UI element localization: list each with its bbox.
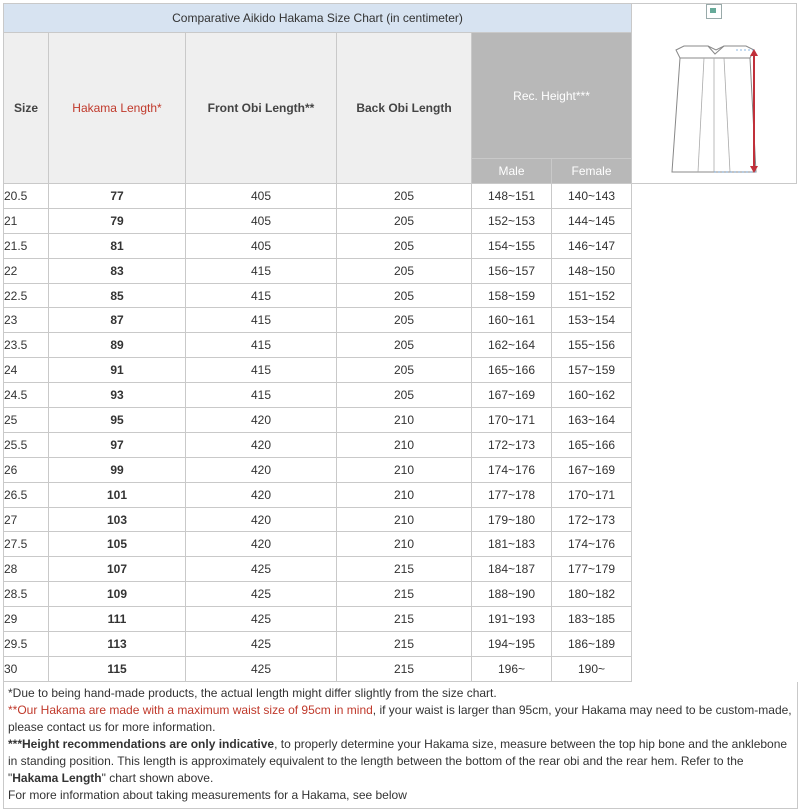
cell-male-height: 152~153 <box>472 208 552 233</box>
cell-female-height: 148~150 <box>552 258 632 283</box>
table-row <box>4 432 797 457</box>
hakama-image-cell <box>632 4 797 184</box>
cell-front-obi: 415 <box>186 283 337 308</box>
table-row <box>4 308 797 333</box>
cell-size: 26 <box>4 457 49 482</box>
cell-hakama-length: 101 <box>49 482 186 507</box>
cell-male-height: 177~178 <box>472 482 552 507</box>
cell-female-height: 172~173 <box>552 507 632 532</box>
cell-back-obi: 210 <box>337 432 472 457</box>
table-row <box>4 532 797 557</box>
cell-male-height: 158~159 <box>472 283 552 308</box>
header-rec-height: Rec. Height*** <box>472 33 632 159</box>
cell-hakama-length: 99 <box>49 457 186 482</box>
cell-front-obi: 415 <box>186 358 337 383</box>
cell-front-obi: 425 <box>186 582 337 607</box>
cell-male-height: 174~176 <box>472 457 552 482</box>
cell-front-obi: 425 <box>186 632 337 657</box>
cell-hakama-length: 103 <box>49 507 186 532</box>
cell-back-obi: 205 <box>337 283 472 308</box>
cell-hakama-length: 91 <box>49 358 186 383</box>
header-female: Female <box>552 159 632 184</box>
cell-back-obi: 215 <box>337 557 472 582</box>
cell-front-obi: 420 <box>186 432 337 457</box>
size-chart-table <box>3 3 797 682</box>
cell-hakama-length: 109 <box>49 582 186 607</box>
cell-front-obi: 405 <box>186 184 337 209</box>
cell-size: 29 <box>4 607 49 632</box>
table-row <box>4 507 797 532</box>
cell-male-height: 179~180 <box>472 507 552 532</box>
cell-male-height: 172~173 <box>472 432 552 457</box>
cell-male-height: 154~155 <box>472 233 552 258</box>
cell-male-height: 181~183 <box>472 532 552 557</box>
cell-hakama-length: 83 <box>49 258 186 283</box>
cell-female-height: 170~171 <box>552 482 632 507</box>
hakama-diagram-icon <box>664 40 764 180</box>
cell-hakama-length: 77 <box>49 184 186 209</box>
cell-female-height: 155~156 <box>552 333 632 358</box>
cell-front-obi: 425 <box>186 656 337 681</box>
table-row <box>4 632 797 657</box>
cell-size: 20.5 <box>4 184 49 209</box>
cell-hakama-length: 87 <box>49 308 186 333</box>
cell-female-height: 165~166 <box>552 432 632 457</box>
cell-back-obi: 215 <box>337 607 472 632</box>
cell-size: 27.5 <box>4 532 49 557</box>
header-size: Size <box>4 33 49 184</box>
cell-size: 25.5 <box>4 432 49 457</box>
cell-female-height: 163~164 <box>552 408 632 433</box>
cell-size: 22.5 <box>4 283 49 308</box>
note-waist-red: **Our Hakama are made with a maximum waist size of 95cm in mind <box>8 702 373 717</box>
header-hakama-length: Hakama Length* <box>49 33 186 184</box>
cell-hakama-length: 111 <box>49 607 186 632</box>
cell-front-obi: 420 <box>186 532 337 557</box>
cell-size: 23.5 <box>4 333 49 358</box>
cell-back-obi: 205 <box>337 208 472 233</box>
cell-back-obi: 210 <box>337 507 472 532</box>
cell-male-height: 148~151 <box>472 184 552 209</box>
table-row <box>4 184 797 209</box>
cell-female-height: 160~162 <box>552 383 632 408</box>
cell-female-height: 146~147 <box>552 233 632 258</box>
cell-front-obi: 420 <box>186 482 337 507</box>
table-row <box>4 582 797 607</box>
cell-back-obi: 210 <box>337 408 472 433</box>
cell-female-height: 180~182 <box>552 582 632 607</box>
cell-hakama-length: 115 <box>49 656 186 681</box>
cell-male-height: 160~161 <box>472 308 552 333</box>
table-row <box>4 358 797 383</box>
cell-hakama-length: 105 <box>49 532 186 557</box>
table-row <box>4 656 797 681</box>
cell-size: 23 <box>4 308 49 333</box>
cell-male-height: 184~187 <box>472 557 552 582</box>
cell-back-obi: 205 <box>337 258 472 283</box>
table-row <box>4 233 797 258</box>
cell-front-obi: 405 <box>186 233 337 258</box>
note-handmade: *Due to being hand-made products, the actual length might differ slightly from the size chart. <box>8 685 497 700</box>
cell-male-height: 165~166 <box>472 358 552 383</box>
cell-female-height: 153~154 <box>552 308 632 333</box>
note-waist <box>8 702 793 736</box>
cell-back-obi: 205 <box>337 383 472 408</box>
cell-back-obi: 205 <box>337 358 472 383</box>
cell-hakama-length: 79 <box>49 208 186 233</box>
cell-hakama-length: 89 <box>49 333 186 358</box>
note-height-bold2: Hakama Length <box>12 770 102 785</box>
broken-image-icon <box>706 4 722 19</box>
cell-front-obi: 415 <box>186 308 337 333</box>
table-row <box>4 208 797 233</box>
header-male: Male <box>472 159 552 184</box>
note-height <box>8 736 793 787</box>
header-back-obi: Back Obi Length <box>337 33 472 184</box>
cell-hakama-length: 95 <box>49 408 186 433</box>
cell-front-obi: 415 <box>186 258 337 283</box>
table-row <box>4 383 797 408</box>
cell-male-height: 196~ <box>472 656 552 681</box>
cell-female-height: 186~189 <box>552 632 632 657</box>
table-row <box>4 557 797 582</box>
note-height-rest: , to properly determine your Hakama size, measure between the top hip bone and the anklebone in standing position. This length is approximately equivalent to the length between the bottom of the rear obi and the rear hem. Refer to the " <box>8 736 788 785</box>
cell-size: 30 <box>4 656 49 681</box>
cell-hakama-length: 93 <box>49 383 186 408</box>
cell-back-obi: 210 <box>337 457 472 482</box>
cell-hakama-length: 81 <box>49 233 186 258</box>
notes-section <box>3 682 798 809</box>
table-row <box>4 482 797 507</box>
cell-male-height: 191~193 <box>472 607 552 632</box>
cell-female-height: 190~ <box>552 656 632 681</box>
cell-size: 24 <box>4 358 49 383</box>
cell-male-height: 170~171 <box>472 408 552 433</box>
size-chart-container <box>3 3 796 809</box>
cell-female-height: 157~159 <box>552 358 632 383</box>
cell-female-height: 183~185 <box>552 607 632 632</box>
table-row <box>4 283 797 308</box>
cell-male-height: 188~190 <box>472 582 552 607</box>
cell-back-obi: 205 <box>337 184 472 209</box>
cell-back-obi: 215 <box>337 582 472 607</box>
note-waist-rest: , if your waist is larger than 95cm, your Hakama may need to be custom-made, please contact us for more information. <box>8 702 792 734</box>
cell-hakama-length: 97 <box>49 432 186 457</box>
cell-back-obi: 205 <box>337 308 472 333</box>
cell-front-obi: 405 <box>186 208 337 233</box>
cell-front-obi: 420 <box>186 408 337 433</box>
cell-front-obi: 425 <box>186 607 337 632</box>
cell-size: 27 <box>4 507 49 532</box>
cell-female-height: 140~143 <box>552 184 632 209</box>
cell-size: 28 <box>4 557 49 582</box>
cell-female-height: 151~152 <box>552 283 632 308</box>
cell-size: 28.5 <box>4 582 49 607</box>
cell-back-obi: 205 <box>337 333 472 358</box>
cell-back-obi: 210 <box>337 482 472 507</box>
note-height-bold: ***Height recommendations are only indicative <box>8 736 275 751</box>
cell-size: 24.5 <box>4 383 49 408</box>
cell-front-obi: 420 <box>186 457 337 482</box>
cell-front-obi: 415 <box>186 333 337 358</box>
cell-size: 21 <box>4 208 49 233</box>
cell-female-height: 177~179 <box>552 557 632 582</box>
cell-size: 26.5 <box>4 482 49 507</box>
note-height-end: " chart shown above. <box>101 770 214 785</box>
cell-size: 21.5 <box>4 233 49 258</box>
table-row <box>4 457 797 482</box>
cell-size: 25 <box>4 408 49 433</box>
cell-back-obi: 215 <box>337 632 472 657</box>
cell-front-obi: 415 <box>186 383 337 408</box>
chart-title: Comparative Aikido Hakama Size Chart (in centimeter) <box>4 4 632 33</box>
note-more-info: For more information about taking measurements for a Hakama, see below <box>8 787 407 802</box>
cell-male-height: 162~164 <box>472 333 552 358</box>
cell-back-obi: 215 <box>337 656 472 681</box>
cell-front-obi: 420 <box>186 507 337 532</box>
cell-female-height: 174~176 <box>552 532 632 557</box>
cell-male-height: 156~157 <box>472 258 552 283</box>
cell-hakama-length: 85 <box>49 283 186 308</box>
table-row <box>4 607 797 632</box>
header-front-obi: Front Obi Length** <box>186 33 337 184</box>
cell-back-obi: 205 <box>337 233 472 258</box>
cell-male-height: 167~169 <box>472 383 552 408</box>
cell-male-height: 194~195 <box>472 632 552 657</box>
table-row <box>4 258 797 283</box>
cell-female-height: 167~169 <box>552 457 632 482</box>
table-row <box>4 408 797 433</box>
cell-back-obi: 210 <box>337 532 472 557</box>
cell-size: 22 <box>4 258 49 283</box>
cell-hakama-length: 113 <box>49 632 186 657</box>
cell-female-height: 144~145 <box>552 208 632 233</box>
cell-hakama-length: 107 <box>49 557 186 582</box>
cell-front-obi: 425 <box>186 557 337 582</box>
table-row <box>4 333 797 358</box>
cell-size: 29.5 <box>4 632 49 657</box>
